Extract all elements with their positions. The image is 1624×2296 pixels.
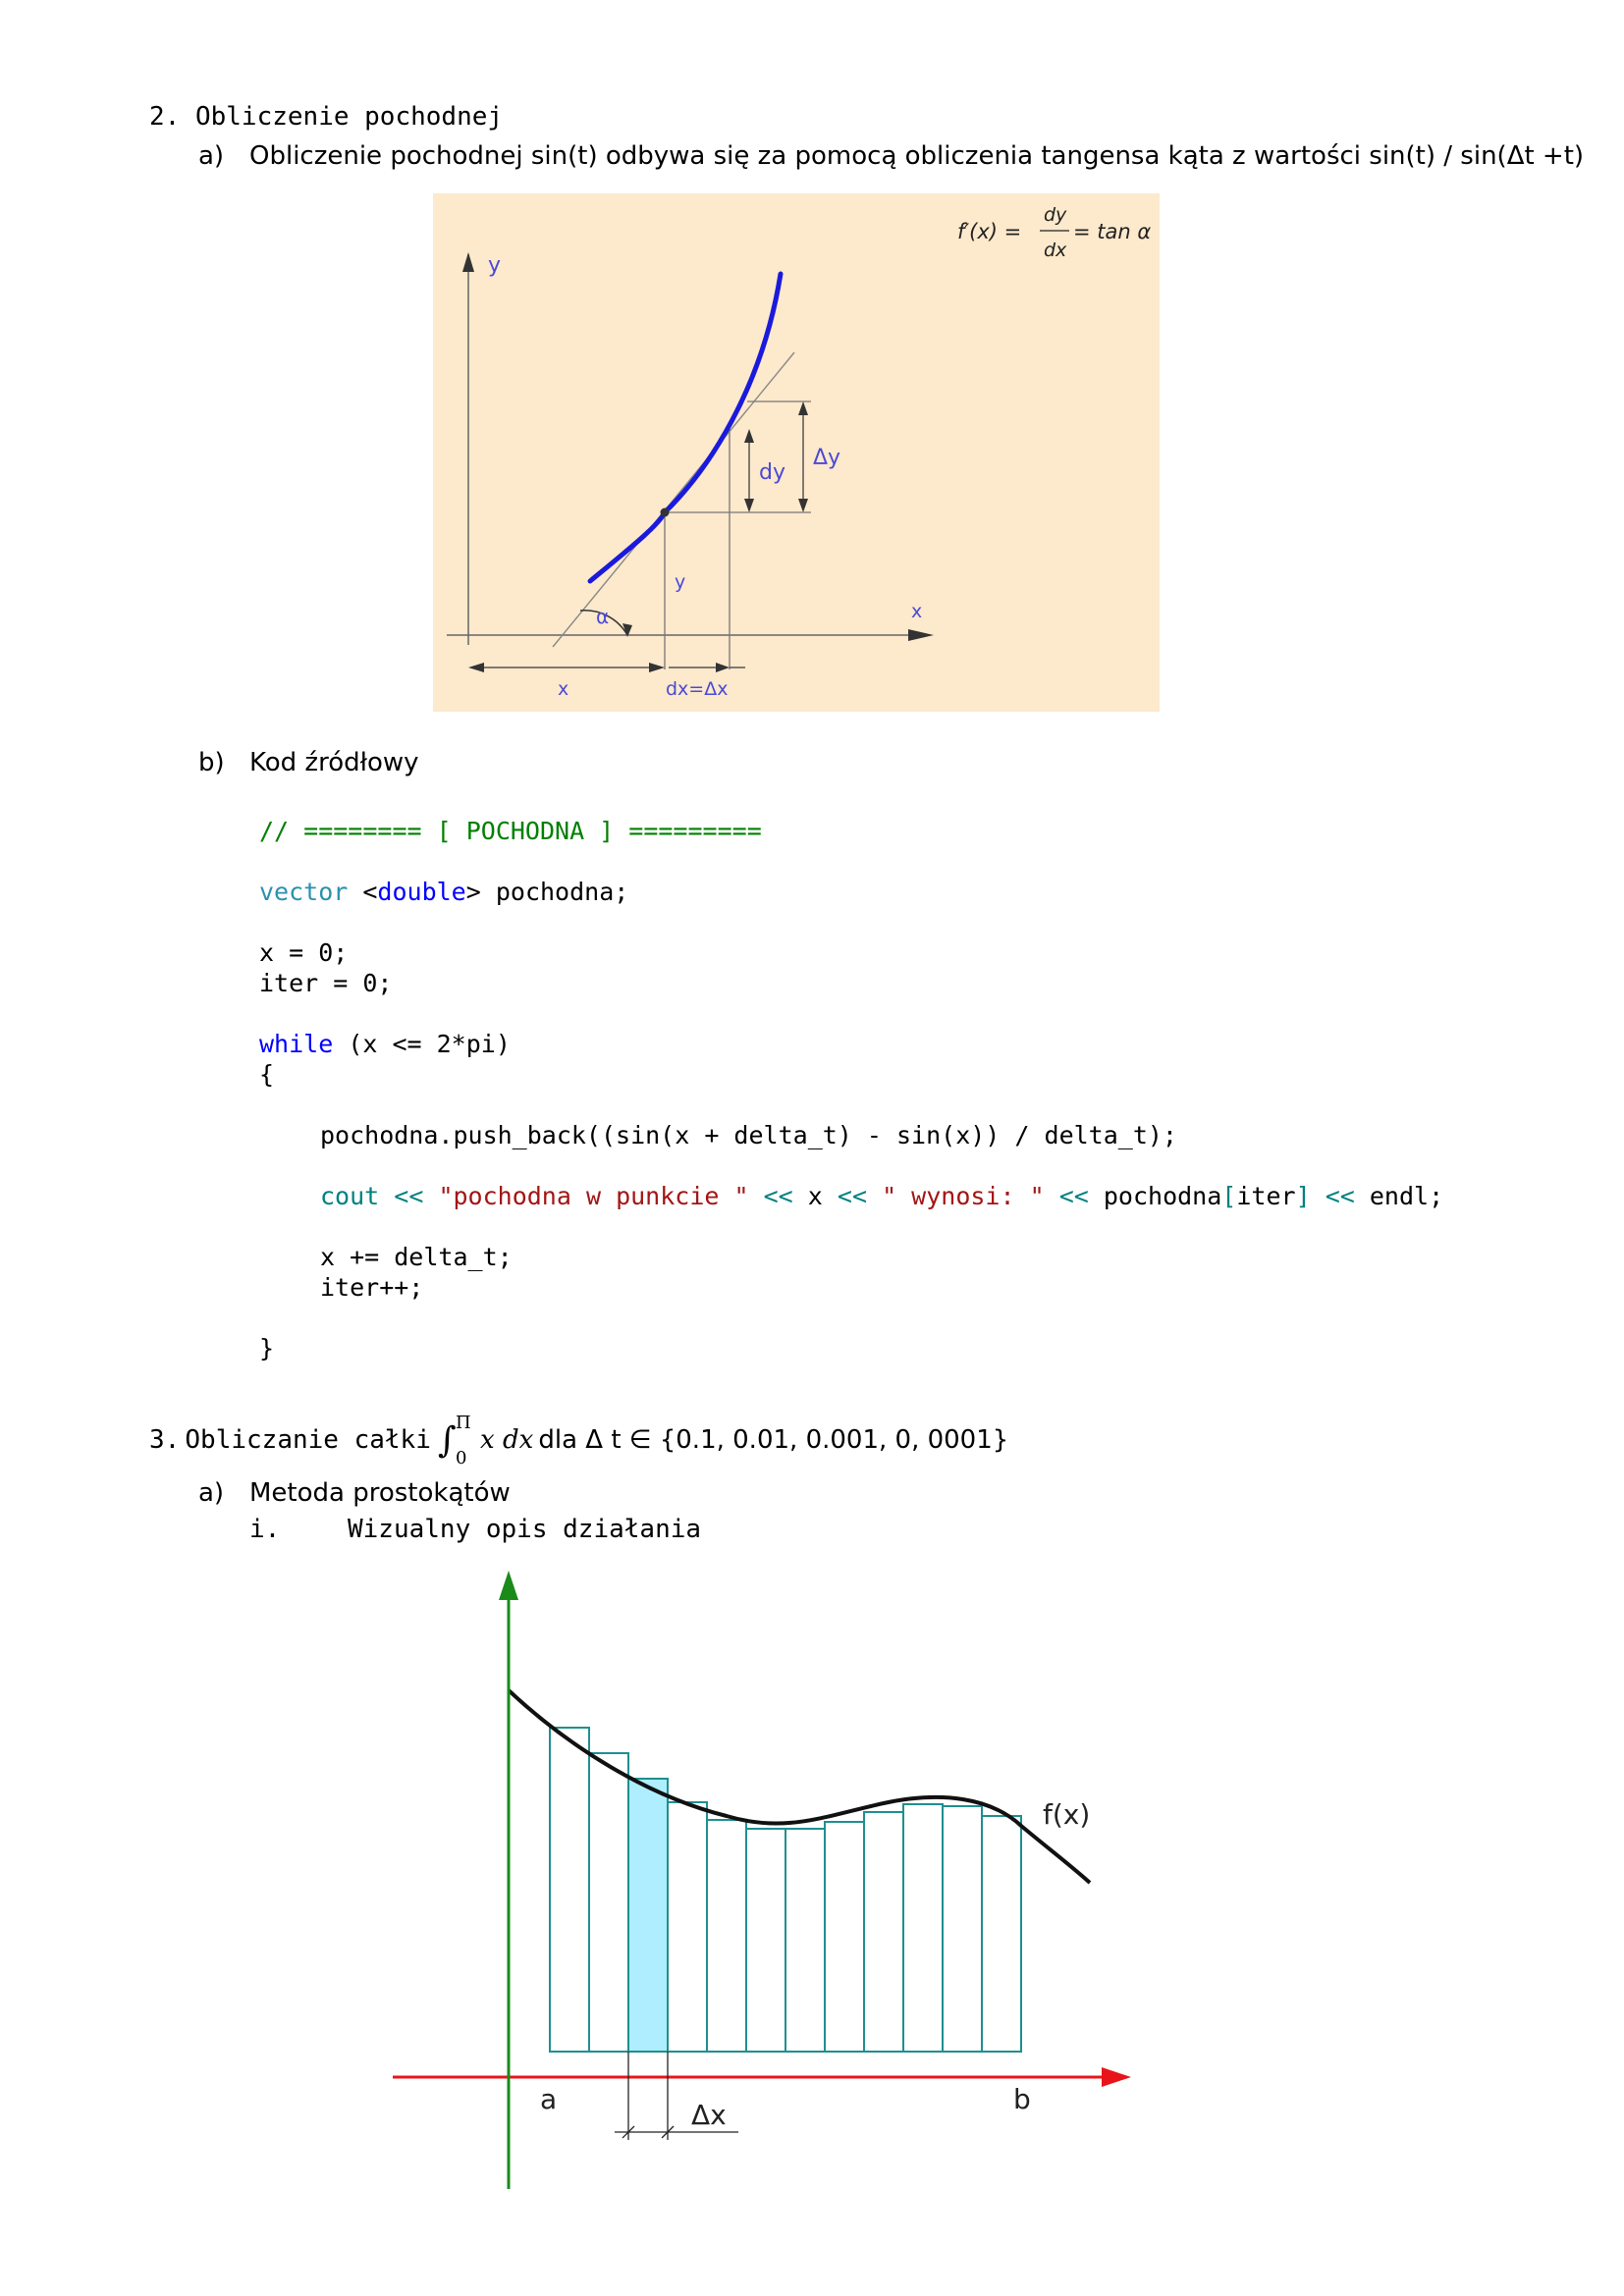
x-axis-label: x (911, 601, 923, 622)
code-cout: cout (320, 1182, 380, 1210)
section-2b-text: Kod źródłowy (249, 748, 419, 777)
x-axis-red-arrow (1102, 2067, 1131, 2087)
figure-background (433, 193, 1160, 712)
integral-symbol: ∫ Π 0 (437, 1412, 471, 1468)
section-3-title: Obliczanie całki (185, 1425, 431, 1455)
rectangle (668, 1802, 707, 2052)
alpha-label: α (596, 605, 610, 628)
function-curve-fx (509, 1690, 1090, 1883)
code-decl-rest: > pochodna; (465, 878, 629, 906)
code-op-4: << (1058, 1182, 1089, 1210)
code-type-vector: vector (259, 878, 349, 906)
code-op-1: << (394, 1182, 424, 1210)
section-3a-text: Metoda prostokątów (249, 1478, 511, 1508)
code-line-iter: iter = 0; (259, 969, 393, 997)
formula-denominator: dx (1044, 240, 1067, 261)
rectangle (785, 1829, 825, 2052)
code-string-1: "pochodna w punkcie " (438, 1182, 749, 1210)
code-open-brace: { (259, 1060, 275, 1089)
code-line-x: x = 0; (259, 938, 349, 967)
code-array-index: iter (1236, 1182, 1296, 1210)
code-endl: endl; (1369, 1182, 1444, 1210)
x-distance-label: x (558, 678, 569, 700)
derivative-figure (433, 193, 1160, 712)
formula-rhs: = tan α (1073, 220, 1152, 243)
integral-lower-bound: 0 (455, 1447, 467, 1468)
y-axis-label: y (488, 253, 502, 278)
section-3ai-text: Wizualny opis działania (348, 1515, 702, 1544)
rectangle (903, 1804, 943, 2052)
y-value-label: y (675, 571, 686, 593)
section-3-number: 3. (149, 1425, 181, 1455)
code-cout-line (320, 1181, 1443, 1211)
code-inc-iter: iter++; (320, 1273, 424, 1302)
code-push-back: pochodna.push_back((sin(x + delta_t) - sin(x)) / delta_t); (320, 1121, 1177, 1149)
section-3-heading (149, 1412, 1009, 1468)
code-comment: // ======== [ POCHODNA ] ========= (259, 817, 762, 845)
label-a: a (540, 2083, 558, 2115)
code-bracket-close: ] (1295, 1182, 1311, 1210)
rectangles (550, 1728, 1021, 2052)
highlighted-rectangle (628, 1779, 668, 2052)
rectangle (550, 1728, 589, 2052)
list-marker-i: i. (249, 1515, 281, 1544)
rectangle (982, 1816, 1021, 2052)
code-op-2: << (763, 1182, 793, 1210)
section-2-title: Obliczenie pochodnej (194, 102, 504, 132)
code-keyword-double: double (377, 878, 466, 906)
code-while-cond: (x <= 2*pi) (333, 1030, 511, 1058)
code-op-5: << (1325, 1182, 1355, 1210)
formula-lhs: f′(x) = (957, 220, 1022, 243)
list-marker-a: a) (198, 141, 225, 171)
rectangle (746, 1829, 785, 2052)
code-while (259, 1029, 511, 1059)
section-2b (198, 748, 419, 777)
rectangle (707, 1820, 746, 2052)
code-vector-decl (259, 877, 628, 907)
code-var-x: x (807, 1182, 823, 1210)
tangent-point (661, 508, 670, 517)
list-marker-3a: a) (198, 1478, 225, 1508)
code-inc-x: x += delta_t; (320, 1243, 513, 1271)
section-2a-text: Obliczenie pochodnej sin(t) odbywa się za pomocą obliczenia tangensa kąta z wartości sin(t) / sin(Δt +t) (249, 141, 1585, 171)
section-3-rest: dla Δ t ∈ {0.1, 0.01, 0.001, 0, 0001} (538, 1425, 1009, 1455)
label-fx: f(x) (1043, 1798, 1091, 1831)
section-2-number: 2. (149, 102, 181, 132)
integrand: x dx (480, 1425, 534, 1455)
code-op-3: << (837, 1182, 867, 1210)
code-array-name: pochodna (1103, 1182, 1222, 1210)
list-marker-b: b) (198, 748, 225, 777)
section-3a (198, 1478, 511, 1508)
section-2a (198, 141, 1585, 171)
rectangle (864, 1812, 903, 2052)
section-3ai (249, 1515, 702, 1544)
label-delta-x: Δx (691, 2099, 727, 2131)
formula-numerator: dy (1044, 204, 1067, 226)
delta-y-label: Δy (813, 446, 841, 470)
dy-label: dy (759, 460, 785, 485)
code-close-brace: } (259, 1334, 275, 1362)
code-bracket-open: [ (1221, 1182, 1237, 1210)
code-string-2: " wynosi: " (882, 1182, 1045, 1210)
rectangle (589, 1753, 628, 2052)
section-2-heading (149, 102, 503, 132)
dx-label: dx=Δx (666, 678, 729, 700)
code-angle-open: < (348, 878, 378, 906)
integral-upper-bound: Π (455, 1412, 471, 1433)
rectangle-method-figure (393, 1571, 1159, 2209)
rectangle (943, 1806, 982, 2052)
code-keyword-while: while (259, 1030, 334, 1058)
label-b: b (1013, 2083, 1031, 2115)
rectangle (825, 1822, 864, 2052)
y-axis-green-arrow (499, 1571, 518, 1600)
